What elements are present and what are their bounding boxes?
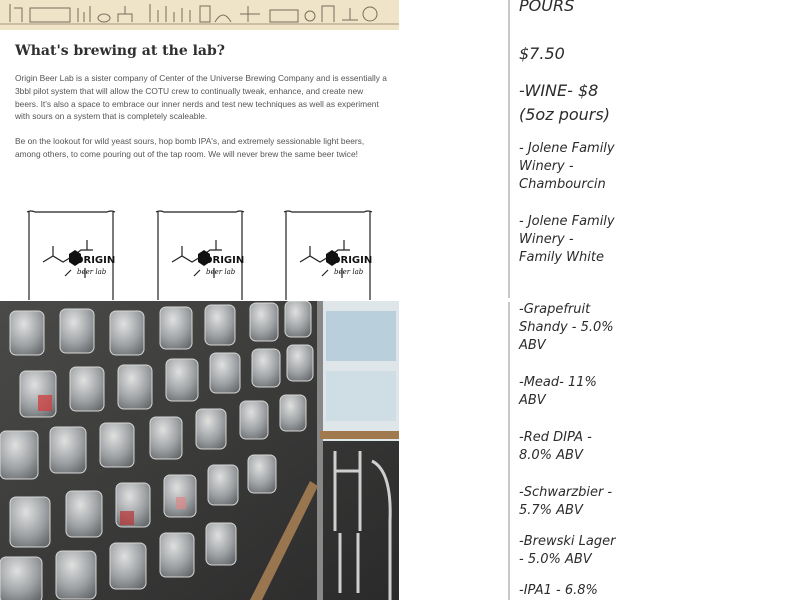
- pours-heading: POURS: [519, 0, 575, 15]
- pour-price: $7.50: [519, 44, 565, 63]
- beaker-logo-2: [154, 208, 246, 300]
- beer-lab-logo-text: beer lab: [334, 268, 364, 276]
- beer-item-1-line-2: Shandy - 5.0%: [519, 320, 614, 335]
- wine-item-2-line-2: Winery -: [519, 232, 574, 247]
- about-paragraph-1: Origin Beer Lab is a sister company of Center of the Universe Brewing Company and is essentially a 3bbl pilot system that will allow the COTU crew to continually tweak, enhance, and create new beers. It's also a space to embrace our inner nerds and test new techniques as well as experiment with sours on a system that is completely scaleable.: [15, 73, 387, 122]
- beer-lab-logo-text: beer lab: [206, 268, 236, 276]
- wine-item-2-line-1: - Jolene Family: [519, 214, 615, 229]
- beer-item-4-line-2: 5.7% ABV: [519, 503, 583, 518]
- mug-wall-photo: [0, 301, 399, 600]
- origin-logo-text: ORIGIN: [332, 255, 373, 266]
- beer-item-5-line-2: - 5.0% ABV: [519, 552, 592, 567]
- column-divider-bottom: [508, 302, 510, 600]
- wine-item-1-line-3: Chambourcin: [519, 177, 606, 192]
- beer-item-3-line-2: 8.0% ABV: [519, 448, 583, 463]
- left-column: [0, 0, 399, 600]
- wine-item-2-line-3: Family White: [519, 250, 604, 265]
- beaker-logo-3: [282, 208, 374, 300]
- beer-item-6-line-1: -IPA1 - 6.8%: [519, 583, 598, 598]
- wine-heading: -WINE- $8: [519, 81, 599, 100]
- beaker-logos: [0, 203, 399, 300]
- about-heading: What's brewing at the lab?: [15, 43, 225, 59]
- beer-lab-logo-text: beer lab: [77, 268, 107, 276]
- origin-logo-text: ORIGIN: [75, 255, 116, 266]
- beer-item-2-line-1: -Mead- 11%: [519, 375, 597, 390]
- beaker-logo-1: [25, 208, 117, 300]
- lab-equipment-drawing: [0, 0, 399, 30]
- beer-item-5-line-1: -Brewski Lager: [519, 534, 616, 549]
- about-paragraph-2: Be on the lookout for wild yeast sours, hop bomb IPA's, and extremely sessionable light beers, among others, to come pouring out of the tap room. We will never brew the same beer twice!: [15, 136, 365, 159]
- wine-item-1-line-1: - Jolene Family: [519, 141, 615, 156]
- beer-item-1-line-3: ABV: [519, 338, 546, 353]
- mug-wall-image: [0, 301, 399, 600]
- origin-logo-text: ORIGIN: [204, 255, 245, 266]
- beer-item-4-line-1: -Schwarzbier -: [519, 485, 613, 500]
- beer-item-1-line-1: -Grapefruit: [519, 302, 591, 317]
- beer-item-2-line-2: ABV: [519, 393, 546, 408]
- wine-item-1-line-2: Winery -: [519, 159, 574, 174]
- wine-pour-size: (5oz pours): [519, 105, 610, 124]
- column-divider-top: [508, 0, 510, 298]
- banner-illustration: [0, 0, 399, 30]
- beer-item-3-line-1: -Red DIPA -: [519, 430, 592, 445]
